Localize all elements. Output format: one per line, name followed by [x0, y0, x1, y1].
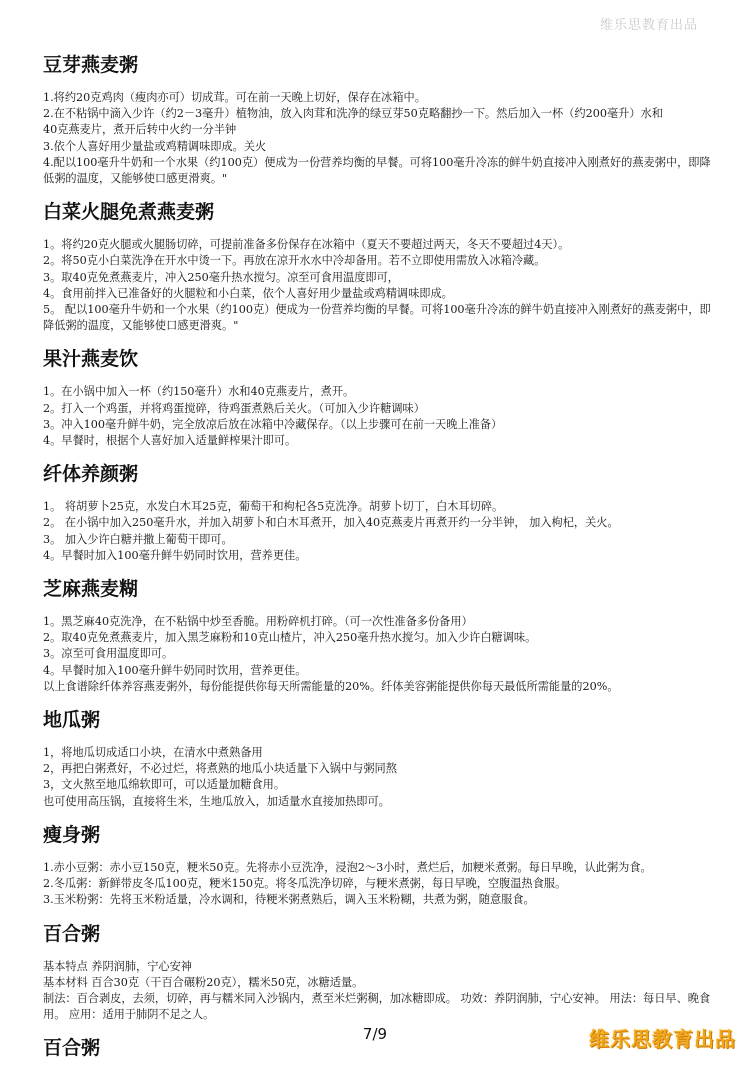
recipe-line: 3，文火熬至地瓜绵软即可，可以适量加糖食用。 — [43, 778, 286, 792]
section-title: 瘦身粥 — [43, 823, 101, 846]
recipe-line: 以上食谱除纤体养容燕麦粥外，每份能提供你每天所需能量的20%。纤体美容粥能提供你每天最低所需能量的20%。 — [43, 679, 619, 693]
recipe-line: 1，将地瓜切成适口小块，在清水中煮熟备用 — [43, 746, 263, 760]
recipe-line: 基本材料 百合30克（干百合碾粉20克），糯米50克，冰糖适量。 — [43, 975, 364, 989]
recipe-line: 40克燕麦片，煮开后转中火约一分半钟 — [43, 123, 237, 137]
section-title: 豆芽燕麦粥 — [43, 54, 139, 76]
recipe-line: 2。取40克免煮燕麦片，加入黑芝麻粉和10克山楂片，冲入250毫升热水搅匀。加入少许白糖调味。 — [43, 631, 537, 645]
recipe-line: 3。 加入少许白糖并撒上葡萄干即可。 — [43, 532, 233, 546]
recipe-line: 5。 配以100毫升牛奶和一个水果（约100克）便成为一份营养均衡的早餐。可将100毫升冷冻的鲜牛奶直接冲入刚煮好的燕麦粥中，即降低粥的温度，又能够使口感更滑爽。" — [43, 303, 711, 333]
recipe-section — [43, 54, 711, 187]
document-body — [43, 54, 711, 1073]
recipe-line: 2。打入一个鸡蛋，并将鸡蛋搅碎，待鸡蛋煮熟后关火。（可加入少许糖调味） — [43, 401, 425, 415]
recipe-line: 1。在小锅中加入一杯（约150毫升）水和40克燕麦片，煮开。 — [43, 385, 355, 399]
recipe-line: 3。取40克免煮燕麦片，冲入250毫升热水搅匀。凉至可食用温度即可， — [43, 270, 399, 284]
recipe-line: 也可使用高压锅，直接将生米，生地瓜放入，加适量水直接加热即可。 — [43, 794, 390, 808]
recipe-line: 2。将50克小白菜洗净在开水中烫一下。再放在凉开水水中冷却备用。若不立即使用需放入冰箱冷藏。 — [43, 254, 546, 268]
recipe-line: 1.将约20克鸡肉（瘦肉亦可）切成茸。可在前一天晚上切好，保存在冰箱中。 — [43, 91, 426, 104]
recipe-line: 2.在不粘锅中滴入少许（约2－3毫升）植物油，放入肉茸和洗净的绿豆芽50克略翻抄一下。然后加入一杯（约200毫升）水和 — [43, 107, 663, 121]
recipe-line: 基本特点 养阴润肺，宁心安神 — [43, 959, 192, 973]
recipe-section — [43, 923, 711, 1024]
recipe-line: 1。黑芝麻40克洗净，在不粘锅中炒至香脆。用粉碎机打碎。（可一次性准备多份备用） — [43, 615, 473, 629]
recipe-section — [43, 463, 711, 564]
recipe-line: 2.冬瓜粥：新鲜带皮冬瓜100克，粳米150克。将冬瓜洗净切碎，与粳米煮粥，每日早晚，空腹温热食服。 — [43, 877, 567, 891]
recipe-line: 3.依个人喜好用少量盐或鸡精调味即成。关火 — [43, 139, 267, 153]
section-title: 果汁燕麦饮 — [43, 348, 139, 371]
header-watermark: 维乐思教育出品 — [599, 18, 698, 33]
section-title: 白菜火腿免煮燕麦粥 — [43, 201, 215, 224]
recipe-line: 制法：百合剥皮，去须，切碎，再与糯米同入沙锅内，煮至米烂粥稠，加冰糖即成。 功效：养阴润肺，宁心安神。 用法：每日早、晚食用。 应用：适用于肺阴不足之人。 — [43, 991, 711, 1022]
section-title: 纤体养颜粥 — [43, 463, 139, 486]
recipe-section — [43, 348, 711, 449]
recipe-line: 2。 在小锅中加入250毫升水，并加入胡萝卜和白木耳煮开，加入40克燕麦片再煮开约一分半钟， 加入枸杞，关火。 — [43, 516, 619, 530]
recipe-line: 1。 将胡萝卜25克，水发白木耳25克，葡萄干和枸杞各5克洗净。胡萝卜切丁，白木耳切碎。 — [43, 500, 504, 514]
recipe-line: 4.配以100毫升牛奶和一个水果（约100克）便成为一份营养均衡的早餐。可将100毫升冷冻的鲜牛奶直接冲入刚煮好的燕麦粥中，即降低粥的温度，又能够使口感更滑爽。" — [43, 155, 711, 186]
recipe-line: 3。凉至可食用温度即可。 — [43, 647, 174, 661]
recipe-line: 3。冲入100毫升鲜牛奶，完全放凉后放在冰箱中冷藏保存。（以上步骤可在前一天晚上准备） — [43, 417, 503, 431]
recipe-line: 1。将约20克火腿或火腿肠切碎，可提前准备多份保存在冰箱中（夏天不要超过两天，冬天不要超过4天）。 — [43, 238, 570, 252]
recipe-section — [43, 578, 711, 695]
recipe-line: 4。早餐时加入100毫升鲜牛奶同时饮用，营养更佳。 — [43, 548, 307, 562]
recipe-section — [43, 709, 711, 810]
recipe-section — [43, 824, 711, 909]
recipe-line: 4。早餐时加入100毫升鲜牛奶同时饮用，营养更佳。 — [43, 663, 307, 677]
recipe-line: 3.玉米粉粥：先将玉米粉适量，冷水调和，待粳米粥煮熟后，调入玉米粉糊，共煮为粥，随意服食。 — [43, 893, 535, 907]
section-title: 芝麻燕麦糊 — [43, 578, 139, 601]
recipe-section — [43, 201, 711, 334]
recipe-line: 1.赤小豆粥：赤小豆150克，粳米50克。先将赤小豆洗净，浸泡2～3小时，煮烂后，加粳米煮粥。每日早晚，认此粥为食。 — [43, 860, 652, 874]
recipe-line: 4。早餐时，根据个人喜好加入适量鲜榨果汁即可。 — [43, 434, 297, 448]
footer-brand-logo: 维乐思教育出品 — [589, 1027, 736, 1051]
section-title: 百合粥 — [43, 1037, 101, 1060]
section-title: 百合粥 — [43, 922, 101, 945]
page-number: 7/9 — [362, 1025, 388, 1043]
recipe-line: 4。食用前拌入已准备好的火腿粒和小白菜，依个人喜好用少量盐或鸡精调味即成。 — [43, 286, 453, 300]
recipe-line: 2，再把白粥煮好，不必过烂，将煮熟的地瓜小块适量下入锅中与粥同熬 — [43, 762, 397, 776]
section-title: 地瓜粥 — [43, 709, 101, 732]
